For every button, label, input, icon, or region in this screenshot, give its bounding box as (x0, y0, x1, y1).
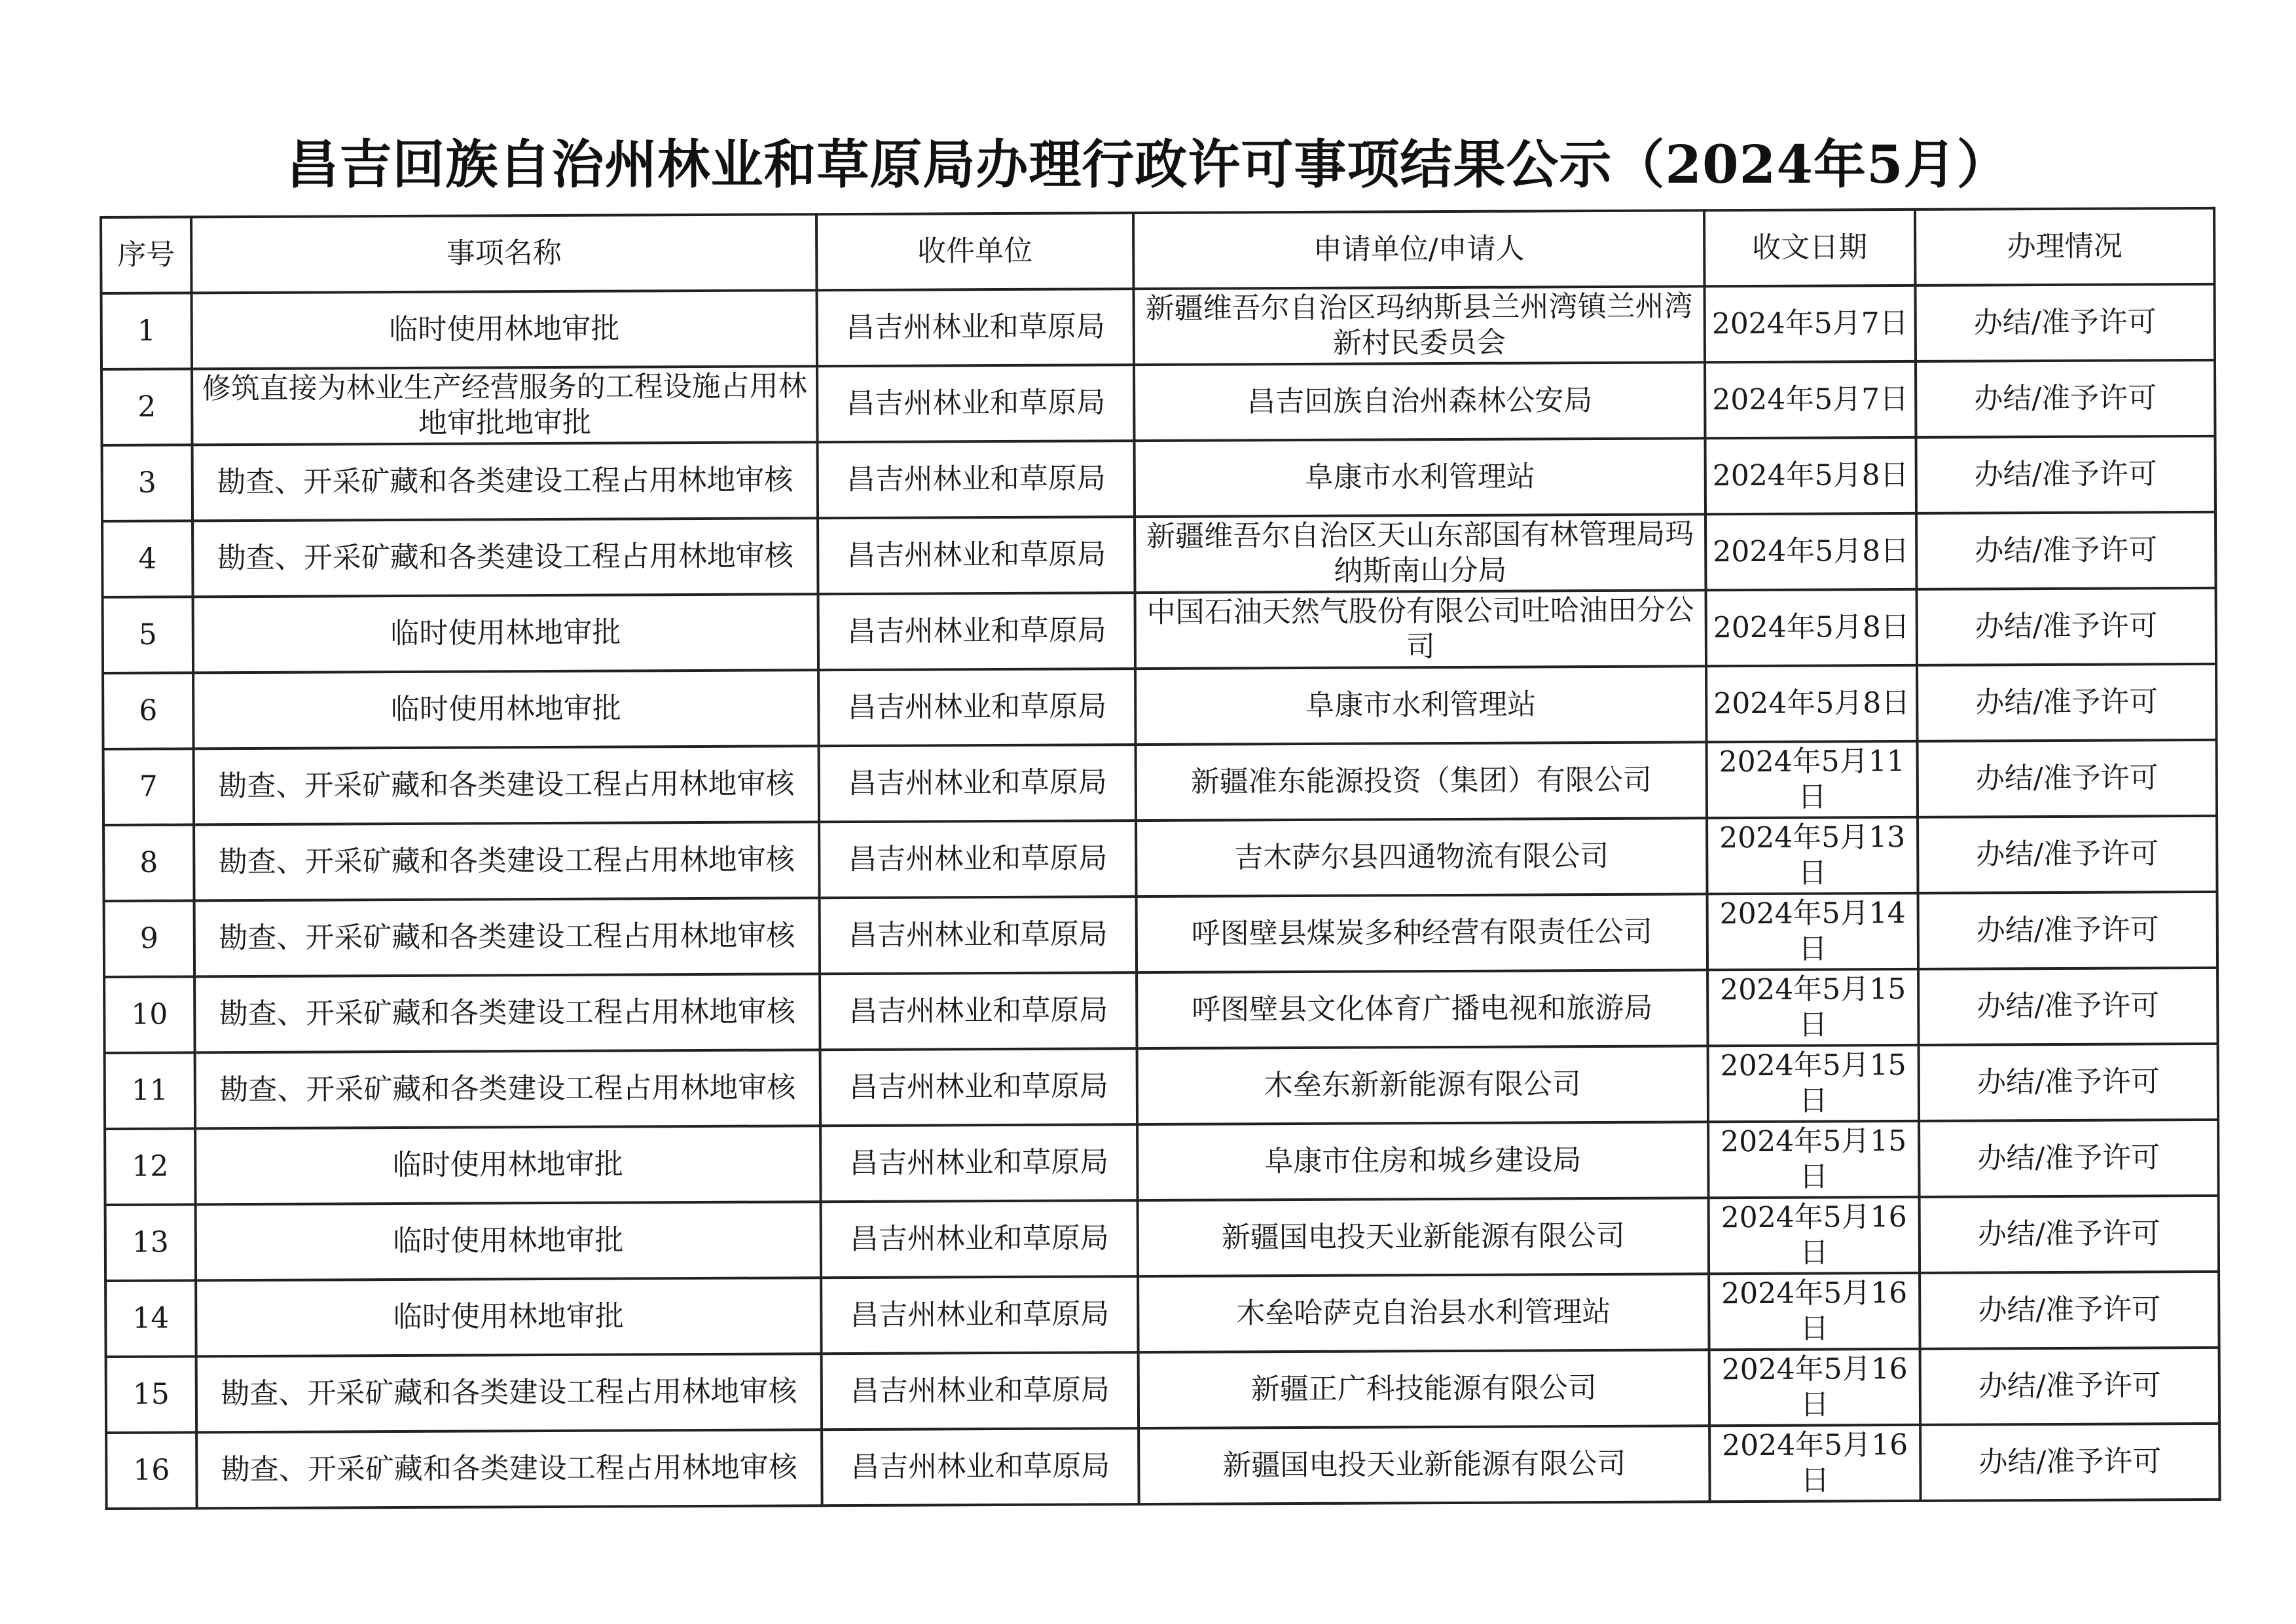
row-applicant: 新疆维吾尔自治区玛纳斯县兰州湾镇兰州湾新村民委员会 (1133, 286, 1704, 365)
row-serial-number: 2 (101, 369, 192, 445)
row-serial-number: 15 (106, 1356, 197, 1433)
row-handling-status: 办结/准予许可 (1919, 1044, 2219, 1121)
row-serial-number: 10 (104, 976, 195, 1053)
row-handling-status: 办结/准予许可 (1916, 512, 2216, 589)
document-title: 昌吉回族自治州林业和草原局办理行政许可事项结果公示（2024年5月） (286, 134, 2010, 195)
row-applicant: 木垒东新新能源有限公司 (1137, 1046, 1708, 1124)
row-applicant: 昌吉回族自治州森林公安局 (1134, 362, 1705, 441)
row-serial-number: 1 (101, 293, 192, 369)
row-receipt-date: 2024年5月8日 (1706, 665, 1918, 742)
row-receipt-date: 2024年5月11日 (1707, 741, 1918, 818)
table-row (104, 968, 2217, 1053)
row-receiving-unit: 昌吉州林业和草原局 (822, 1428, 1139, 1505)
row-applicant: 呼图壁县文化体育广播电视和旅游局 (1137, 970, 1707, 1048)
row-receiving-unit: 昌吉州林业和草原局 (817, 365, 1135, 442)
row-applicant: 新疆正广科技能源有限公司 (1139, 1350, 1709, 1428)
row-serial-number: 6 (103, 673, 194, 749)
header-receipt-date: 收文日期 (1704, 210, 1916, 286)
row-item-name: 勘查、开采矿藏和各类建设工程占用林地审核 (194, 746, 819, 824)
row-item-name: 勘查、开采矿藏和各类建设工程占用林地审核 (192, 442, 818, 521)
row-handling-status: 办结/准予许可 (1916, 360, 2215, 437)
row-handling-status: 办结/准予许可 (1920, 1348, 2220, 1425)
row-receipt-date: 2024年5月7日 (1705, 361, 1916, 438)
row-serial-number: 16 (106, 1432, 197, 1509)
row-receiving-unit: 昌吉州林业和草原局 (822, 1352, 1139, 1430)
row-receipt-date: 2024年5月7日 (1704, 286, 1916, 362)
row-serial-number: 13 (105, 1204, 196, 1281)
header-item-name: 事项名称 (191, 214, 816, 293)
table-row (104, 892, 2217, 977)
row-item-name: 临时使用林地审批 (195, 1126, 820, 1204)
header-applicant: 申请单位/申请人 (1133, 210, 1704, 289)
row-receipt-date: 2024年5月13日 (1707, 817, 1918, 894)
row-applicant: 中国石油天然气股份有限公司吐哈油田分公司 (1135, 590, 1706, 669)
row-serial-number: 9 (104, 900, 195, 977)
row-receipt-date: 2024年5月16日 (1709, 1349, 1921, 1426)
row-applicant: 阜康市水利管理站 (1135, 438, 1705, 517)
row-receiving-unit: 昌吉州林业和草原局 (820, 896, 1137, 974)
row-item-name: 修筑直接为林业生产经营服务的工程设施占用林地审批地审批 (192, 366, 817, 445)
header-handling-status: 办理情况 (1915, 208, 2215, 286)
row-handling-status: 办结/准予许可 (1917, 664, 2217, 741)
row-item-name: 勘查、开采矿藏和各类建设工程占用林地审核 (194, 974, 820, 1052)
row-receiving-unit: 昌吉州林业和草原局 (820, 1048, 1138, 1126)
table-row (102, 436, 2215, 521)
row-handling-status: 办结/准予许可 (1920, 1272, 2219, 1349)
row-applicant: 新疆准东能源投资（集团）有限公司 (1136, 742, 1707, 821)
row-applicant: 新疆维吾尔自治区天山东部国有林管理局玛纳斯南山分局 (1135, 514, 1705, 593)
row-receipt-date: 2024年5月15日 (1707, 969, 1919, 1046)
table-row (106, 1348, 2219, 1433)
row-receiving-unit: 昌吉州林业和草原局 (818, 593, 1136, 670)
permit-results-table (100, 207, 2221, 1510)
row-applicant: 阜康市水利管理站 (1135, 666, 1706, 745)
row-handling-status: 办结/准予许可 (1915, 284, 2215, 361)
row-receiving-unit: 昌吉州林业和草原局 (820, 972, 1137, 1050)
row-receiving-unit: 昌吉州林业和草原局 (817, 289, 1135, 366)
row-serial-number: 7 (103, 748, 194, 825)
table-row (101, 360, 2215, 445)
row-receipt-date: 2024年5月8日 (1706, 589, 1918, 666)
row-item-name: 勘查、开采矿藏和各类建设工程占用林地审核 (194, 822, 819, 900)
row-item-name: 勘查、开采矿藏和各类建设工程占用林地审核 (192, 518, 818, 597)
table-row (103, 740, 2217, 825)
row-receipt-date: 2024年5月14日 (1707, 893, 1919, 970)
table-row (102, 512, 2215, 597)
table-row (105, 1272, 2219, 1357)
row-receipt-date: 2024年5月15日 (1708, 1045, 1920, 1122)
row-applicant: 吉木萨尔县四通物流有限公司 (1136, 818, 1707, 896)
row-handling-status: 办结/准予许可 (1916, 436, 2216, 513)
table-row (106, 1424, 2219, 1509)
row-handling-status: 办结/准予许可 (1920, 1196, 2219, 1273)
row-receipt-date: 2024年5月15日 (1708, 1121, 1920, 1198)
row-handling-status: 办结/准予许可 (1917, 588, 2217, 665)
row-item-name: 勘查、开采矿藏和各类建设工程占用林地审核 (195, 1050, 820, 1128)
row-applicant: 呼图壁县煤炭多种经营有限责任公司 (1137, 894, 1707, 972)
row-receiving-unit: 昌吉州林业和草原局 (821, 1276, 1139, 1354)
table-row (103, 664, 2216, 749)
table-body (101, 284, 2220, 1509)
row-receiving-unit: 昌吉州林业和草原局 (818, 517, 1135, 594)
row-item-name: 临时使用林地审批 (196, 1202, 821, 1280)
header-receiving-unit: 收件单位 (816, 213, 1134, 290)
row-item-name: 临时使用林地审批 (193, 594, 818, 673)
row-receiving-unit: 昌吉州林业和草原局 (818, 441, 1135, 518)
header-serial-number: 序号 (101, 217, 192, 293)
row-item-name: 临时使用林地审批 (193, 670, 818, 748)
row-receiving-unit: 昌吉州林业和草原局 (819, 745, 1137, 822)
row-receiving-unit: 昌吉州林业和草原局 (818, 669, 1136, 746)
row-applicant: 阜康市住房和城乡建设局 (1137, 1122, 1708, 1200)
row-handling-status: 办结/准予许可 (1919, 1120, 2219, 1197)
table-row (103, 588, 2216, 673)
row-serial-number: 5 (103, 597, 194, 673)
row-serial-number: 12 (105, 1128, 196, 1205)
row-item-name: 临时使用林地审批 (192, 290, 817, 369)
row-receipt-date: 2024年5月8日 (1705, 437, 1917, 514)
row-handling-status: 办结/准予许可 (1920, 1424, 2220, 1501)
row-item-name: 勘查、开采矿藏和各类建设工程占用林地审核 (194, 898, 820, 976)
row-applicant: 新疆国电投天业新能源有限公司 (1138, 1198, 1709, 1276)
row-item-name: 临时使用林地审批 (196, 1278, 821, 1356)
row-applicant: 木垒哈萨克自治县水利管理站 (1138, 1274, 1709, 1352)
row-applicant: 新疆国电投天业新能源有限公司 (1139, 1426, 1709, 1504)
row-serial-number: 11 (105, 1052, 196, 1129)
row-receiving-unit: 昌吉州林业和草原局 (819, 821, 1137, 898)
row-receipt-date: 2024年5月8日 (1705, 513, 1917, 590)
table-row (105, 1196, 2219, 1281)
row-receipt-date: 2024年5月16日 (1709, 1273, 1920, 1350)
row-receipt-date: 2024年5月16日 (1709, 1425, 1921, 1502)
row-item-name: 勘查、开采矿藏和各类建设工程占用林地审核 (196, 1430, 822, 1508)
row-item-name: 勘查、开采矿藏和各类建设工程占用林地审核 (196, 1354, 822, 1432)
table-row (103, 816, 2217, 901)
table-row (105, 1044, 2218, 1129)
row-serial-number: 3 (102, 445, 193, 521)
table-row (101, 284, 2215, 369)
row-receiving-unit: 昌吉州林业和草原局 (820, 1124, 1138, 1202)
row-serial-number: 8 (103, 824, 194, 901)
row-receiving-unit: 昌吉州林业和草原局 (821, 1200, 1139, 1278)
row-serial-number: 14 (105, 1280, 196, 1357)
row-handling-status: 办结/准予许可 (1918, 968, 2218, 1045)
row-handling-status: 办结/准予许可 (1918, 892, 2218, 969)
table-header-row (101, 208, 2214, 293)
row-serial-number: 4 (102, 521, 193, 597)
table-row (105, 1120, 2218, 1205)
row-handling-status: 办结/准予许可 (1918, 740, 2217, 817)
row-receipt-date: 2024年5月16日 (1709, 1197, 1920, 1274)
row-handling-status: 办结/准予许可 (1918, 816, 2217, 893)
